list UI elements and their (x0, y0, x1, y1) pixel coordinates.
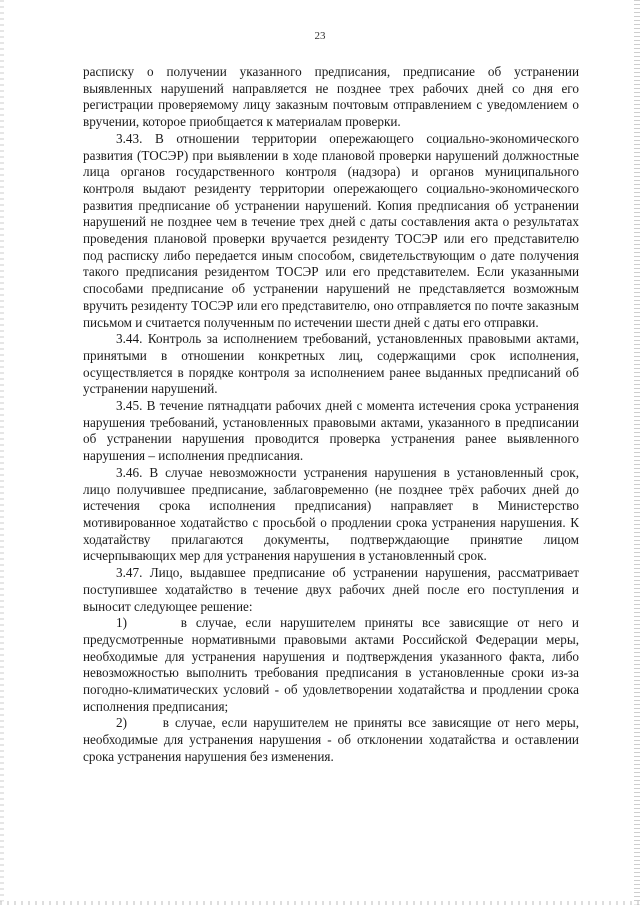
paragraph-3-47: 3.47. Лицо, выдавшее предписание об устранении нарушения, рассматривает поступившее ходатайство в течение двух рабочих дней после его поступления и выносит следующее решение: (83, 565, 579, 614)
list-item-2: 2) в случае, если нарушителем не приняты все зависящие от него меры, необходимые для устранения нарушения - об отклонении ходатайства и оставлении срока устранения нарушения без изменения. (83, 715, 579, 764)
scan-edge-right (634, 0, 640, 905)
paragraph-continuation: расписку о получении указанного предписания, предписание об устранении выявленных нарушений направляется не позднее трех рабочих дней со дня его регистрации проверяемому лицу заказным почтовым отправлением с уведомлением о вручении, которое приобщается к материалам проверки. (83, 64, 579, 130)
page-number: 23 (314, 30, 326, 42)
scan-edge-bottom (0, 901, 640, 905)
list-item-1: 1) в случае, если нарушителем приняты все зависящие от него и предусмотренные нормативными правовыми актами Российской Федерации меры, необходимые для устранения нарушения и подтверждения указанного факта, либо невозможностью выполнить требования предписания в установленные сроки из-за погодно-климатических условий - об удовлетворении ходатайства и продлении срока исполнения предписания; (83, 615, 579, 714)
document-body (83, 64, 579, 766)
paragraph-3-45: 3.45. В течение пятнадцати рабочих дней с момента истечения срока устранения нарушения требований, установленных правовыми актами, указанного в предписании об устранении нарушения проводится проверка устранения ранее выявленного нарушения – исполнения предписания. (83, 398, 579, 464)
scan-edge-left (0, 0, 4, 905)
paragraph-3-44: 3.44. Контроль за исполнением требований, установленных правовыми актами, принятыми в отношении конкретных лиц, содержащими срок исполнения, осуществляется в порядке контроля за исполнением ранее выданных предписаний об устранении нарушений. (83, 331, 579, 397)
paragraph-3-46: 3.46. В случае невозможности устранения нарушения в установленный срок, лицо получившее предписание, заблаговременно (не позднее трёх рабочих дней до истечения срока исполнения предписания) направляет в Министерство мотивированное ходатайство с просьбой о продлении срока устранения нарушения. К ходатайству прилагаются документы, подтверждающие принятие лицом исчерпывающих мер для устранения нарушения в установленный срок. (83, 464, 579, 564)
paragraph-3-43: 3.43. В отношении территории опережающего социально-экономического развития (ТОСЭР) при выявлении в ходе плановой проверки нарушений должностные лица органов государственного контроля (надзора) и органов муниципального контроля выдают резиденту территории опережающего социально-экономического развития предписание об устранении нарушений. Копия предписания об устранении нарушений не позднее чем в течение трех дней с даты составления акта о результатах проведения плановой проверки вручается резиденту ТОСЭР или его представителю под расписку либо передается иным способом, свидетельствующим о дате получения такого предписания резидентом ТОСЭР или его представителем. Если указанными способами предписание об устранении нарушений не представляется возможным вручить резиденту ТОСЭР или его представителю, оно отправляется по почте заказным письмом и считается полученным по истечении шести дней с даты его отправки. (83, 130, 579, 330)
